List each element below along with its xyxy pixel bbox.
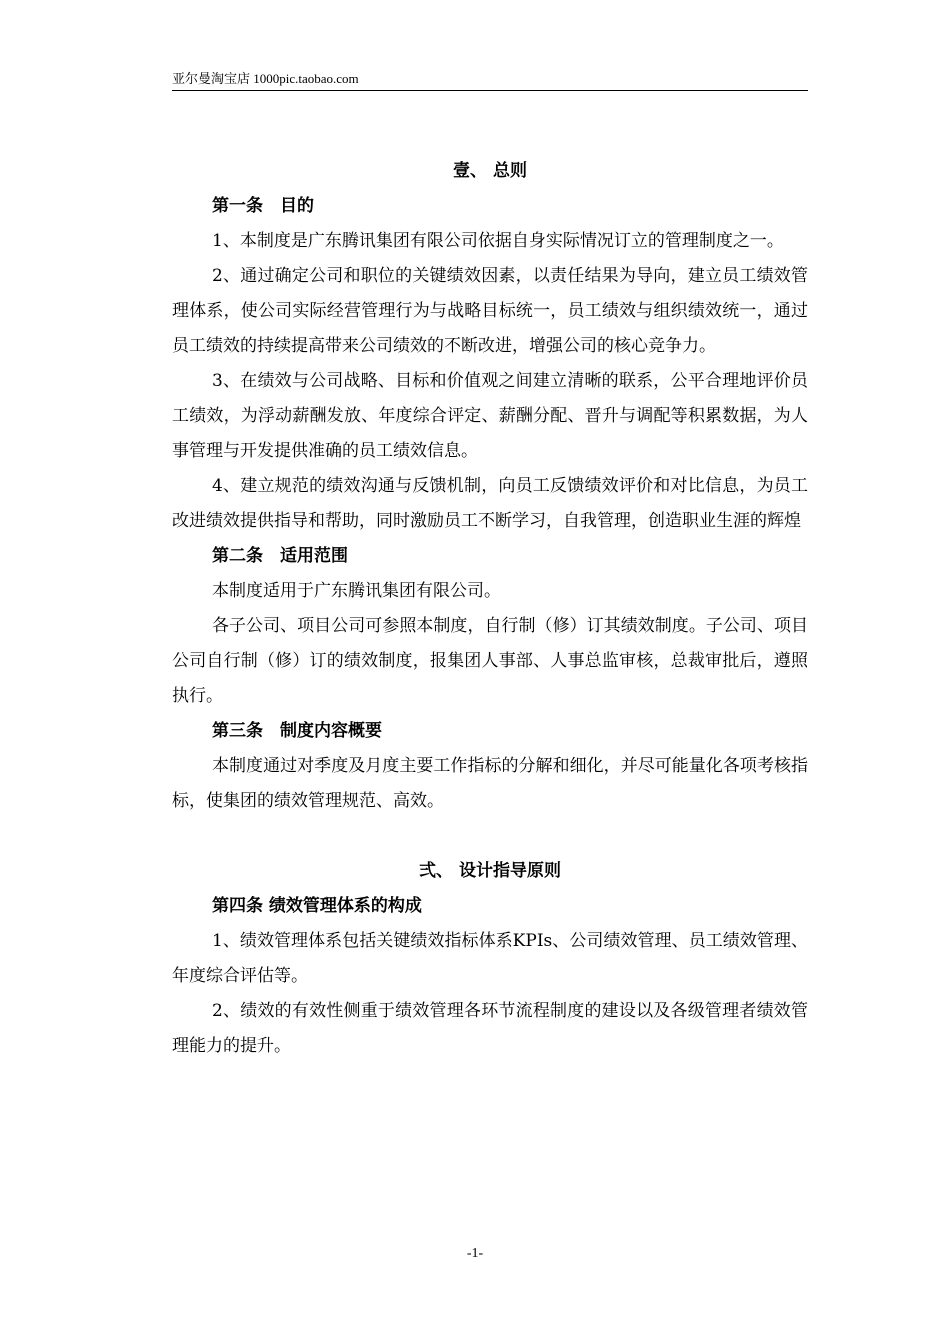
article-title: 第一条 目的 [212, 196, 314, 216]
article-title: 第二条 适用范围 [212, 546, 348, 566]
paragraph: 2、绩效的有效性侧重于绩效管理各环节流程制度的建设以及各级管理者绩效管理能力的提升。 [172, 1001, 808, 1056]
page-header [172, 70, 808, 91]
paragraph: 各子公司、项目公司可参照本制度，自行制（修）订其绩效制度。子公司、项目公司自行制（修）订的绩效制度，报集团人事部、人事总监审核，总裁审批后，遵照执行。 [172, 616, 808, 706]
section-title: 壹、 总则 [453, 161, 527, 181]
document-body [172, 154, 808, 1064]
article-title: 第四条 绩效管理体系的构成 [212, 896, 422, 916]
article-title: 第三条 制度内容概要 [212, 721, 382, 741]
paragraph: 2、通过确定公司和职位的关键绩效因素，以责任结果为导向，建立员工绩效管理体系，使公司实际经营管理行为与战略目标统一，员工绩效与组织绩效统一，通过员工绩效的持续提高带来公司绩效的不断改进，增强公司的核心竞争力。 [172, 266, 808, 356]
paragraph: 3、在绩效与公司战略、目标和价值观之间建立清晰的联系，公平合理地评价员工绩效，为浮动薪酬发放、年度综合评定、薪酬分配、晋升与调配等积累数据，为人事管理与开发提供准确的员工绩效信息。 [172, 371, 808, 461]
section-spacer [172, 819, 808, 854]
section-title: 弍、 设计指导原则 [419, 861, 561, 881]
page-number: -1- [466, 1246, 484, 1261]
paragraph: 本制度适用于广东腾讯集团有限公司。 [212, 581, 501, 601]
header-text: 亚尔曼淘宝店 1000pic.taobao.com [172, 71, 359, 86]
paragraph: 1、绩效管理体系包括关键绩效指标体系KPIs、公司绩效管理、员工绩效管理、年度综合评估等。 [172, 931, 808, 986]
paragraph: 4、建立规范的绩效沟通与反馈机制，向员工反馈绩效评价和对比信息，为员工改进绩效提供指导和帮助，同时激励员工不断学习，自我管理，创造职业生涯的辉煌 [172, 476, 808, 531]
paragraph: 1、本制度是广东腾讯集团有限公司依据自身实际情况订立的管理制度之一。 [212, 231, 784, 251]
paragraph: 本制度通过对季度及月度主要工作指标的分解和细化，并尽可能量化各项考核指标，使集团的绩效管理规范、高效。 [172, 756, 808, 811]
